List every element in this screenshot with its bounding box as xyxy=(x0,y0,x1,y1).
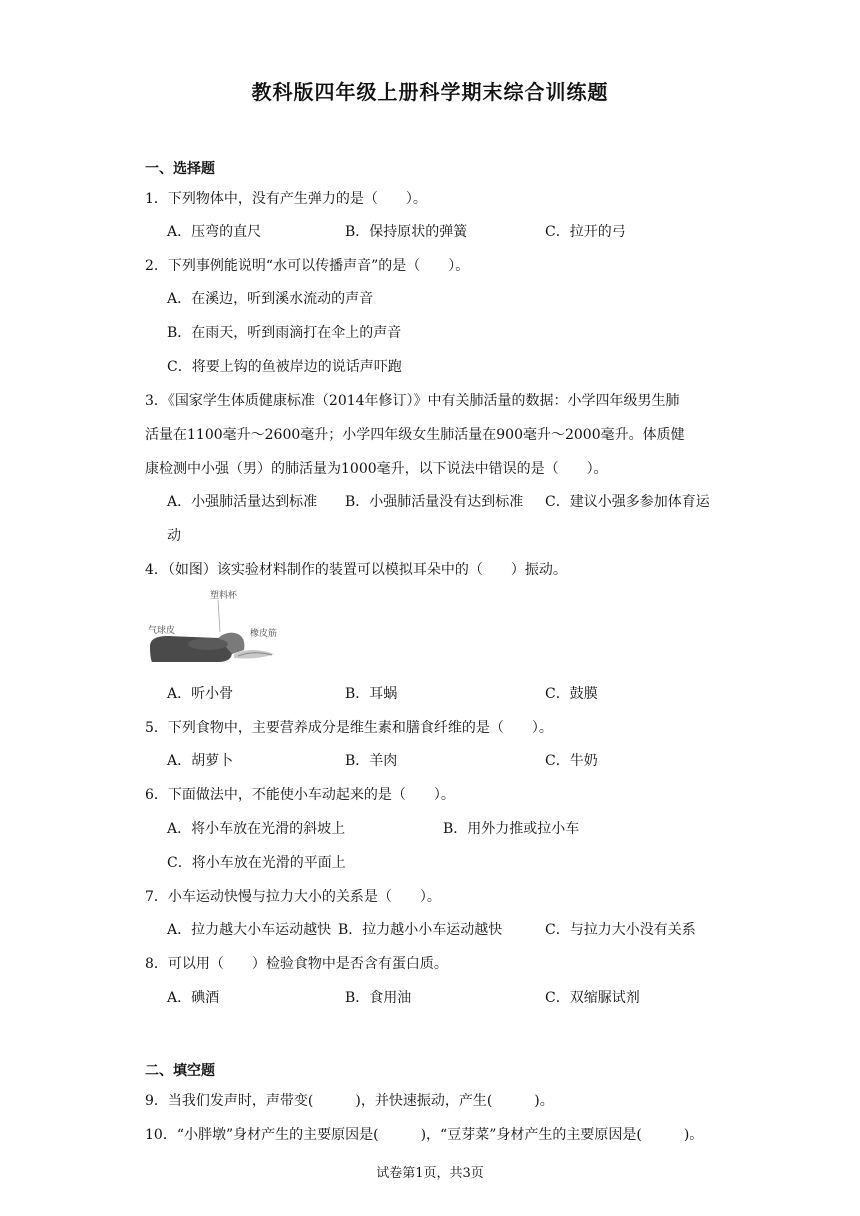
question-2-stem: 2．下列事例能说明“水可以传播声音”的是（ ）。 xyxy=(145,258,470,274)
question-5-option-a: A．胡萝卜 xyxy=(167,753,234,769)
page-footer: 试卷第1页，共3页 xyxy=(376,1166,484,1181)
question-3-option-c: C．建议小强多参加体育运 xyxy=(545,494,710,510)
question-1-stem: 1．下列物体中，没有产生弹力的是（ ）。 xyxy=(145,191,427,207)
question-4-option-c: C．鼓膜 xyxy=(545,686,598,702)
question-1-option-a: A．压弯的直尺 xyxy=(167,224,262,240)
ear-model-illustration xyxy=(148,588,282,666)
question-7-option-b: B．拉力越小小车运动越快 xyxy=(338,922,503,938)
question-1-option-b: B．保持原状的弹簧 xyxy=(345,224,468,240)
question-7-stem: 7．小车运动快慢与拉力大小的关系是（ ）。 xyxy=(145,889,441,905)
figure-label-plastic-cup: 塑料杯 xyxy=(210,591,238,601)
section-heading-choice: 一、选择题 xyxy=(145,161,215,177)
question-8-stem: 8．可以用（ ）检验食物中是否含有蛋白质。 xyxy=(145,956,448,972)
question-3-line-3: 康检测中小强（男）的肺活量为1000毫升，以下说法中错误的是（ ）。 xyxy=(145,461,608,477)
question-2-option-c: C．将要上钩的鱼被岸边的说话声吓跑 xyxy=(167,359,402,375)
question-3-line-1: 3．《国家学生体质健康标准（2014年修订）》中有关肺活量的数据：小学四年级男生肺 xyxy=(145,393,680,409)
question-9-stem: 9．当我们发声时，声带变( )，并快速振动，产生( )。 xyxy=(145,1093,554,1109)
question-6-option-a: A．将小车放在光滑的斜坡上 xyxy=(167,821,346,837)
question-4-option-b: B．耳蜗 xyxy=(345,686,398,702)
question-3-option-b: B．小强肺活量没有达到标准 xyxy=(345,494,524,510)
question-4-stem: 4．（如图）该实验材料制作的装置可以模拟耳朵中的（ ）振动。 xyxy=(145,562,567,578)
question-6-stem: 6．下面做法中，不能使小车动起来的是（ ）。 xyxy=(145,787,455,803)
question-3-option-c-continued: 动 xyxy=(167,528,181,544)
page-title: 教科版四年级上册科学期末综合训练题 xyxy=(251,80,609,104)
figure-label-rubber-band: 橡皮筋 xyxy=(250,629,278,639)
figure-label-balloon-skin: 气球皮 xyxy=(148,626,176,636)
question-8-option-b: B．食用油 xyxy=(345,990,412,1006)
question-7-option-c: C．与拉力大小没有关系 xyxy=(545,922,696,938)
question-1-option-c: C．拉开的弓 xyxy=(545,224,626,240)
ear-model-figure xyxy=(148,588,282,666)
question-6-option-c: C．将小车放在光滑的平面上 xyxy=(167,855,346,871)
question-5-option-c: C．牛奶 xyxy=(545,753,598,769)
section-heading-fill-blank: 二、填空题 xyxy=(145,1063,215,1079)
question-7-option-a: A．拉力越大小车运动越快 xyxy=(167,922,332,938)
question-2-option-b: B．在雨天，听到雨滴打在伞上的声音 xyxy=(167,325,402,341)
question-5-option-b: B．羊肉 xyxy=(345,753,398,769)
question-8-option-c: C．双缩脲试剂 xyxy=(545,990,640,1006)
question-4-option-a: A．听小骨 xyxy=(167,686,234,702)
question-10-stem: 10．“小胖墩”身材产生的主要原因是( )，“豆芽菜”身材产生的主要原因是( )。 xyxy=(145,1127,704,1143)
question-6-option-b: B．用外力推或拉小车 xyxy=(443,821,580,837)
question-3-line-2: 活量在1100毫升～2600毫升；小学四年级女生肺活量在900毫升～2000毫升。体质健 xyxy=(145,427,685,443)
question-2-option-a: A．在溪边，听到溪水流动的声音 xyxy=(167,291,374,307)
question-8-option-a: A．碘酒 xyxy=(167,990,220,1006)
question-3-option-a: A．小强肺活量达到标准 xyxy=(167,494,318,510)
question-5-stem: 5．下列食物中，主要营养成分是维生素和膳食纤维的是（ ）。 xyxy=(145,720,553,736)
